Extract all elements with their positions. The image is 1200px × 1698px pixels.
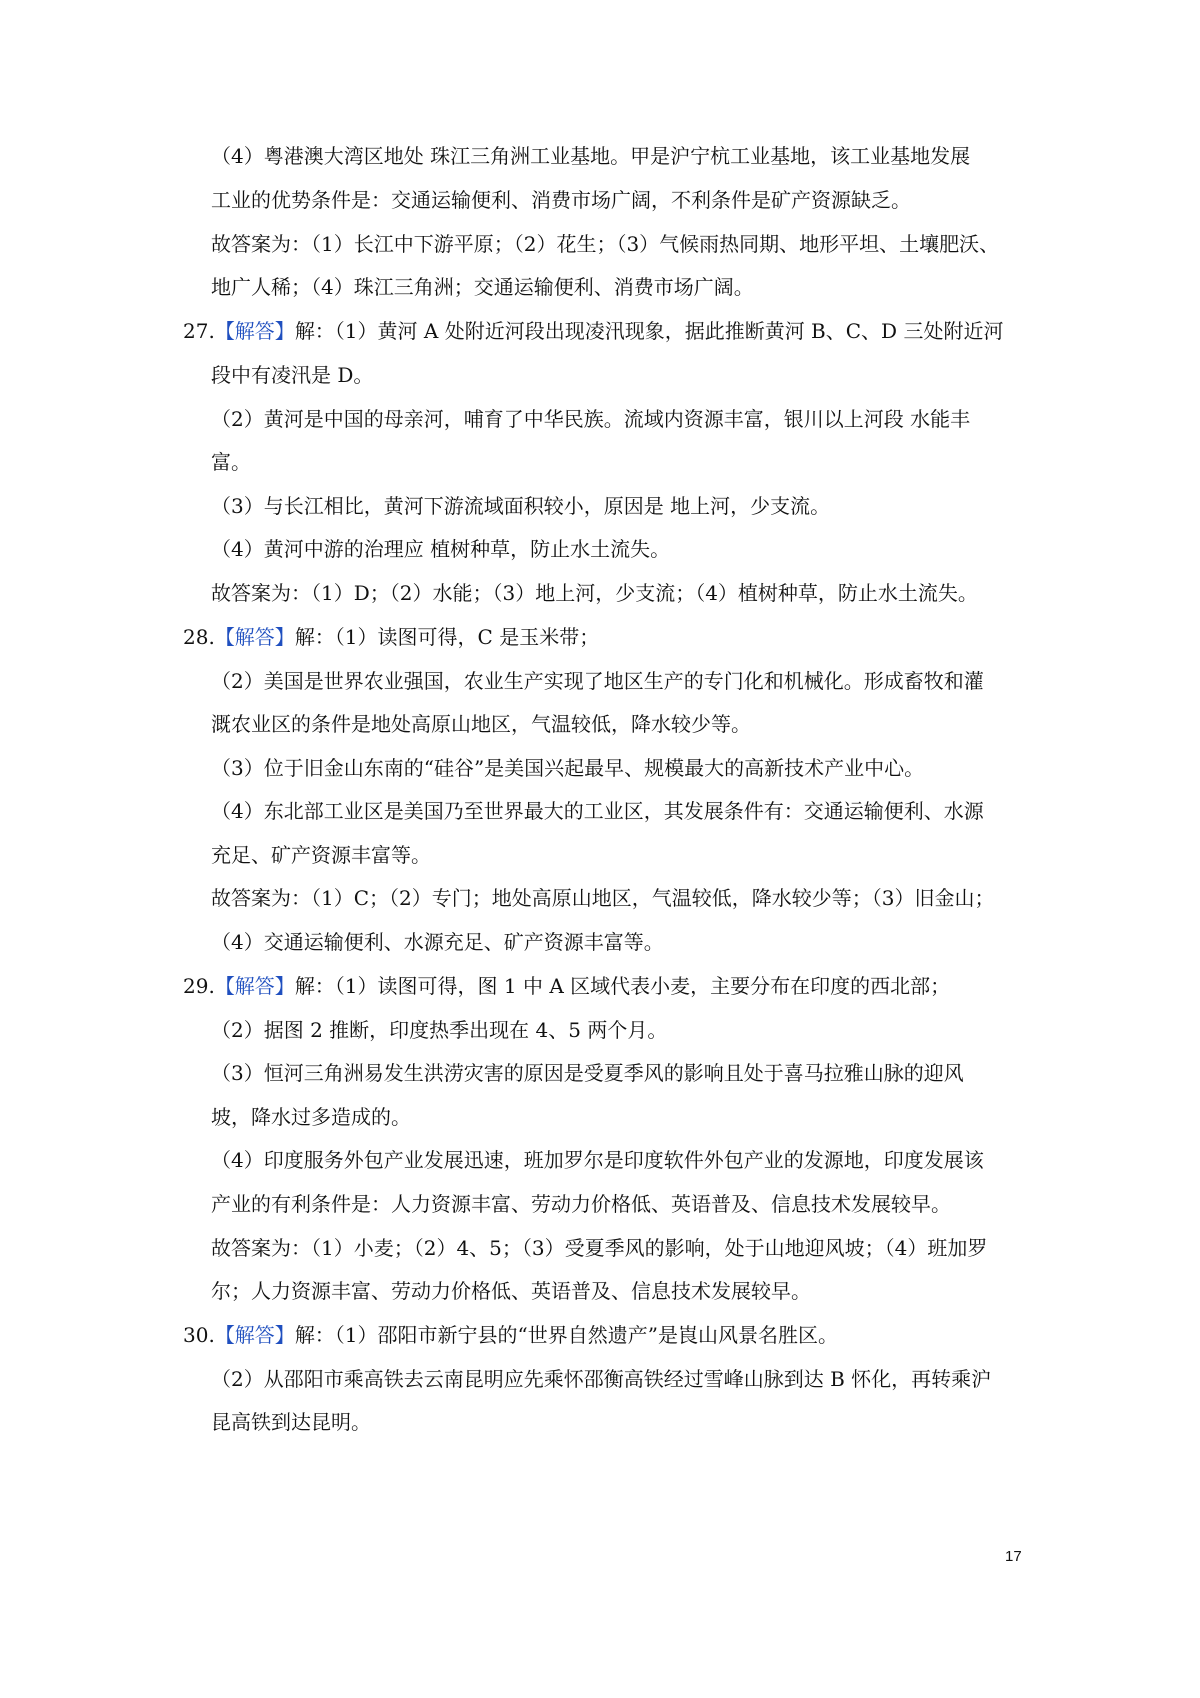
paragraph-line: （4）东北部工业区是美国乃至世界最大的工业区，其发展条件有：交通运输便利、水源 [211,799,984,823]
paragraph-line: 故答案为：（1）长江中下游平原；（2）花生；（3）气候雨热同期、地形平坦、土壤肥沃、 [211,232,1000,256]
answer-tag: 【解答】 [214,1323,295,1347]
answer-first-line: 解：（1）邵阳市新宁县的“世界自然遗产”是崀山风景名胜区。 [294,1323,838,1347]
paragraph-line: 地广人稀；（4）珠江三角洲；交通运输便利、消费市场广阔。 [211,275,754,299]
paragraph-line: （2）美国是世界农业强国，农业生产实现了地区生产的专门化和机械化。形成畜牧和灌 [211,669,984,693]
answer-first-line: 解：（1）读图可得，图 1 中 A 区域代表小麦，主要分布在印度的西北部； [294,974,951,998]
question-number: 30. [183,1323,215,1347]
paragraph-line: 产业的有利条件是：人力资源丰富、劳动力价格低、英语普及、信息技术发展较早。 [211,1192,951,1216]
paragraph-line: （4）黄河中游的治理应 植树种草，防止水土流失。 [211,537,671,561]
question-29-heading [0,966,1200,1006]
paragraph-line: （2）从邵阳市乘高铁去云南昆明应先乘怀邵衡高铁经过雪峰山脉到达 B 怀化，再转乘沪 [211,1367,992,1391]
answer-first-line: 解：（1）读图可得，C 是玉米带； [294,625,600,649]
page-number: 17 [1005,1548,1022,1565]
answer-tag: 【解答】 [214,625,295,649]
paragraph-line: 富。 [211,450,251,474]
answer-tag: 【解答】 [214,319,295,343]
paragraph-line: （2）据图 2 推断，印度热季出现在 4、5 两个月。 [211,1018,668,1042]
paragraph-line: （4）交通运输便利、水源充足、矿产资源丰富等。 [211,930,664,954]
paragraph-line: 溉农业区的条件是地处高原山地区，气温较低，降水较少等。 [211,712,751,736]
paragraph-line: 故答案为：（1）D；（2）水能；（3）地上河，少支流；（4）植树种草，防止水土流失。 [211,581,978,605]
paragraph-line: （3）位于旧金山东南的“硅谷”是美国兴起最早、规模最大的高新技术产业中心。 [211,756,925,780]
paragraph-line: （2）黄河是中国的母亲河，哺育了中华民族。流域内资源丰富，银川以上河段 水能丰 [211,407,971,431]
question-number: 29. [183,974,215,998]
paragraph-line: （3）恒河三角洲易发生洪涝灾害的原因是受夏季风的影响且处于喜马拉雅山脉的迎风 [211,1061,964,1085]
question-number: 28. [183,625,215,649]
paragraph-line: 坡，降水过多造成的。 [211,1105,411,1129]
answer-tag: 【解答】 [214,974,295,998]
paragraph-line: 尔；人力资源丰富、劳动力价格低、英语普及、信息技术发展较早。 [211,1279,811,1303]
paragraph-line: （4）粤港澳大湾区地处 珠江三角洲工业基地。甲是沪宁杭工业基地，该工业基地发展 [211,144,971,168]
paragraph-line: 故答案为：（1）小麦；（2）4、5；（3）受夏季风的影响，处于山地迎风坡；（4）班加罗 [211,1236,988,1260]
question-number: 27. [183,319,215,343]
paragraph-line: 充足、矿产资源丰富等。 [211,843,431,867]
paragraph-line: 段中有凌汛是 D。 [211,363,374,387]
paragraph-line: 昆高铁到达昆明。 [211,1410,371,1434]
paragraph-line: 工业的优势条件是：交通运输便利、消费市场广阔，不利条件是矿产资源缺乏。 [211,188,911,212]
question-28-heading [0,617,1200,657]
question-27-heading [0,311,1200,351]
question-30-heading [0,1315,1200,1355]
paragraph-line: （3）与长江相比，黄河下游流域面积较小，原因是 地上河，少支流。 [211,494,831,518]
answer-first-line: 解：（1）黄河 A 处附近河段出现凌汛现象，据此推断黄河 B、C、D 三处附近河 [294,319,1004,343]
paragraph-line: （4）印度服务外包产业发展迅速，班加罗尔是印度软件外包产业的发源地，印度发展该 [211,1148,984,1172]
paragraph-line: 故答案为：（1）C；（2）专门；地处高原山地区，气温较低，降水较少等；（3）旧金山； [211,886,995,910]
